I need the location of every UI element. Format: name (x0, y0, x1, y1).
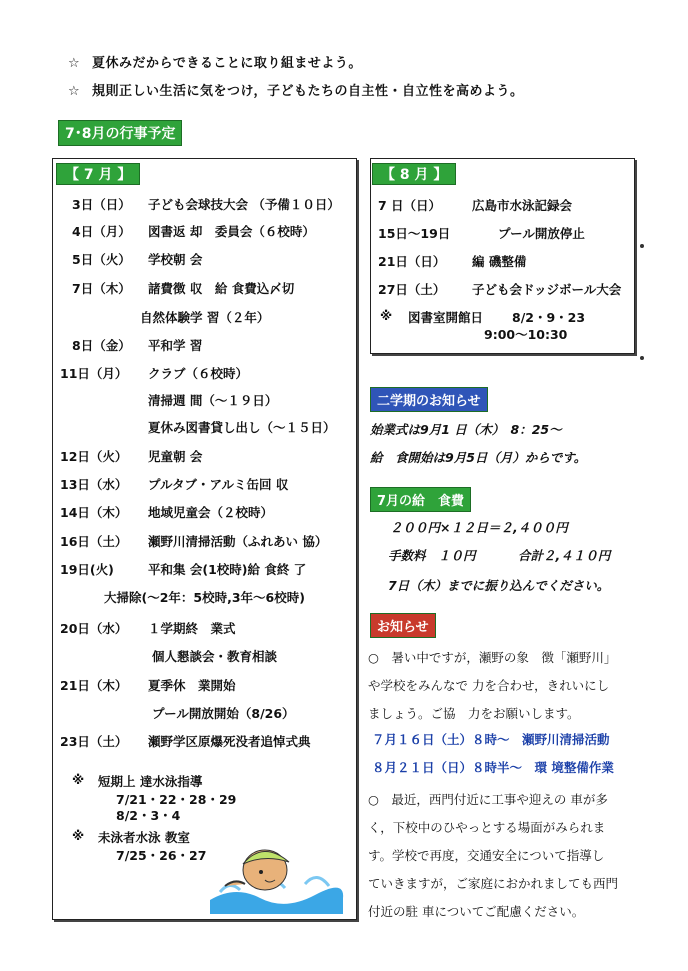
library-dates: 8/2・9・23 (512, 310, 586, 325)
july-sub: 個人懇談会・教育相談 (152, 649, 278, 664)
notice-line: ○ 最近，西門付近に工事や迎えの 車が多 (368, 792, 608, 807)
note-line: 7/25・26・27 (116, 848, 207, 863)
august-label: 【 8 月 】 (372, 163, 456, 185)
note-line: 7/21・22・28・29 (116, 792, 237, 807)
library-title: 図書室開館日 (408, 310, 484, 325)
notice-title: お知らせ (370, 613, 436, 638)
star-icon: ☆ (68, 56, 81, 71)
july-row: 19日(火) 平和集 会(1校時)給 食終 了 (60, 562, 307, 577)
notice-line: や学校をみんなで 力を合わせ，きれいにし (368, 678, 610, 693)
library-time: 9:00～10:30 (484, 327, 568, 342)
section-title: 7･8月の行事予定 (58, 120, 182, 146)
notice-line: 付近の駐 車についてご配慮ください。 (368, 904, 585, 919)
july-row: 7日（木） 諸費徴 収 給 食費込〆切 (72, 281, 295, 296)
notice-line: ていきますが，ご家庭におかれましても西門 (368, 876, 619, 891)
august-row: 15日～19日 プール開放停止 (378, 226, 585, 241)
note-title: 未泳者水泳 教室 (98, 830, 190, 845)
august-row: 21日（日） 編 磯整備 (378, 254, 527, 269)
term2-title: 二学期のお知らせ (370, 387, 488, 412)
july-sub: 大掃除(～2年：5校時,3年～6校時) (104, 590, 305, 605)
goal-1 (68, 52, 362, 71)
bullet-dot (640, 244, 644, 248)
notice-line: す。学校で再度，交通安全について指導し (368, 848, 605, 863)
lunch-calc: ２００円×１２日＝２,４００円 (390, 520, 568, 535)
july-row: 14日（木） 地域児童会（２校時） (60, 505, 274, 520)
library-mark: ※ (380, 308, 393, 323)
goal-text: 規則正しい生活に気をつけ，子どもたちの自主性・自立性を高めよう。 (92, 84, 524, 99)
july-row: 3日（日） 子ども会球技大会 （予備１０日） (72, 197, 340, 212)
july-row: 23日（土） 瀬野学区原爆死没者追悼式典 (60, 734, 311, 749)
notice-event-1: ７月１６日（土）８時～ 瀬野川清掃活動 (372, 732, 610, 747)
july-sub: 夏休み図書貸し出し（～１５日） (148, 420, 336, 435)
july-row: 21日（木） 夏季休 業開始 (60, 678, 236, 693)
august-row: 27日（土） 子ども会ドッジボール大会 (378, 282, 622, 297)
notice-event-2: ８月２１日（日）８時半～ 環 境整備作業 (372, 760, 614, 775)
july-row: 12日（火） 児童朝 会 (60, 449, 203, 464)
bullet-dot (640, 356, 644, 360)
lunch-title: 7月の給 食費 (370, 487, 471, 512)
july-row: 20日（水） １学期終 業式 (60, 621, 236, 636)
term2-line: 始業式は9月1 日（木） 8：25～ (370, 422, 562, 437)
july-label: 【 7 月 】 (56, 163, 140, 185)
note-mark: ※ (72, 772, 85, 787)
july-row: 8日（金） 平和学 習 (72, 338, 203, 353)
july-row: 5日（火） 学校朝 会 (72, 252, 203, 267)
notice-line: ましょう。ご協 力をお願いします。 (368, 706, 580, 721)
note-mark: ※ (72, 828, 85, 843)
note-title: 短期上 達水泳指導 (98, 774, 203, 789)
notice-line: ○ 暑い中ですが，瀬野の象 徴「瀬野川」 (368, 650, 617, 665)
lunch-total: 合計２,４１０円 (518, 548, 611, 563)
august-row: 7 日（日） 広島市水泳記録会 (378, 198, 573, 213)
july-row: 13日（水） プルタブ・アルミ缶回 収 (60, 477, 289, 492)
goal-2 (68, 80, 523, 99)
july-sub: 自然体験学 習（２年） (140, 310, 270, 325)
july-row: 16日（土） 瀬野川清掃活動（ふれあい 協） (60, 534, 328, 549)
july-row: 4日（月） 図書返 却 委員会（６校時） (72, 224, 315, 239)
july-row: 11日（月） クラブ（６校時） (60, 366, 249, 381)
swimmer-illustration (205, 840, 345, 914)
july-sub: 清掃週 間（～１９日） (148, 393, 278, 408)
july-sub: プール開放開始（8/26） (152, 706, 295, 721)
goal-text: 夏休みだからできることに取り組ませよう。 (92, 56, 362, 71)
star-icon: ☆ (68, 84, 81, 99)
lunch-fee: 手数料 １０円 (388, 548, 476, 563)
lunch-deadline: 7日（木）までに振り込んでください。 (388, 578, 610, 593)
term2-line: 給 食開始は9月5日（月）からです。 (370, 450, 587, 465)
notice-line: く，下校中のひやっとする場面がみられま (368, 820, 606, 835)
note-line: 8/2・3・4 (116, 808, 181, 823)
